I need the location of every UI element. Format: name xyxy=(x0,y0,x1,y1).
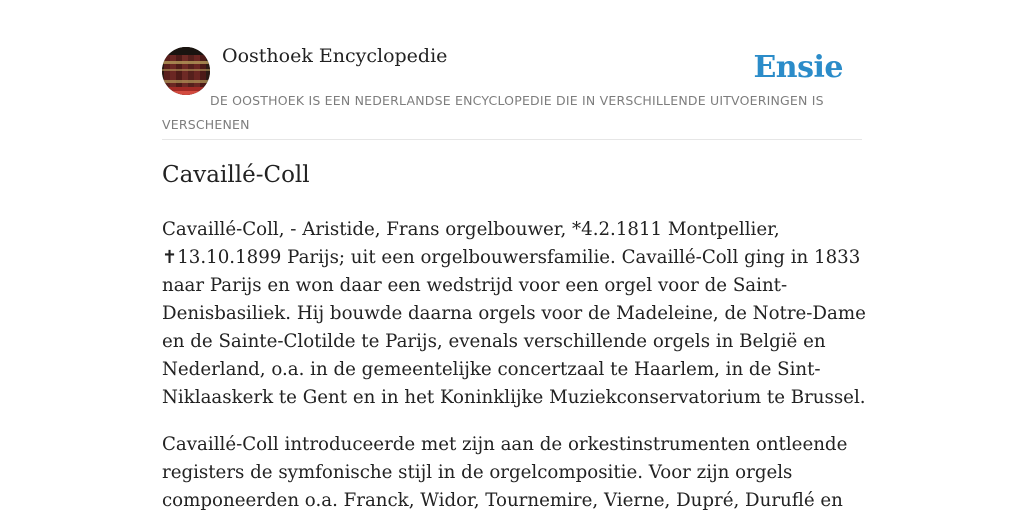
article-title: Cavaillé-Coll xyxy=(162,162,310,188)
article-body xyxy=(162,216,867,512)
content-column xyxy=(162,0,866,511)
book-spines-icon xyxy=(162,47,210,95)
ensie-logo[interactable]: Ensie xyxy=(753,50,843,85)
article-paragraph: Cavaillé-Coll introduceerde met zijn aan de orkestinstrumenten ontleende registers de symfonische stijl in de orgelcompositie. Voor zijn orgels componeerden o.a. Franck, Widor, Tournemire, Vierne, Dupré, Duruflé en xyxy=(162,434,848,511)
source-tagline: DE OOSTHOEK IS EEN NEDERLANDSE ENCYCLOPEDIE DIE IN VERSCHILLENDE UITVOERINGEN IS VERSCHENEN xyxy=(162,93,824,132)
source-avatar[interactable] xyxy=(162,47,210,95)
article-paragraph: Cavaillé-Coll, - Aristide, Frans orgelbouwer, *4.2.1811 Montpellier, ✝13.10.1899 Parijs; uit een orgelbouwersfamilie. Cavaillé-Coll ging in 1833 naar Parijs en won daar een wedstrijd voor een orgel voor de Saint-Denisbasiliek. Hij bouwde daarna orgels voor de Madeleine, de Notre-Dame en de Sainte-Clotilde te Parijs, evenals verschillende orgels in België en Nederland, o.a. in de gemeentelijke concertzaal te Haarlem, in de Sint-Niklaaskerk te Gent en in het Koninklijke Muziekconservatorium te Brussel. xyxy=(162,219,866,408)
source-header xyxy=(162,0,862,140)
source-name[interactable]: Oosthoek Encyclopedie xyxy=(222,45,448,67)
